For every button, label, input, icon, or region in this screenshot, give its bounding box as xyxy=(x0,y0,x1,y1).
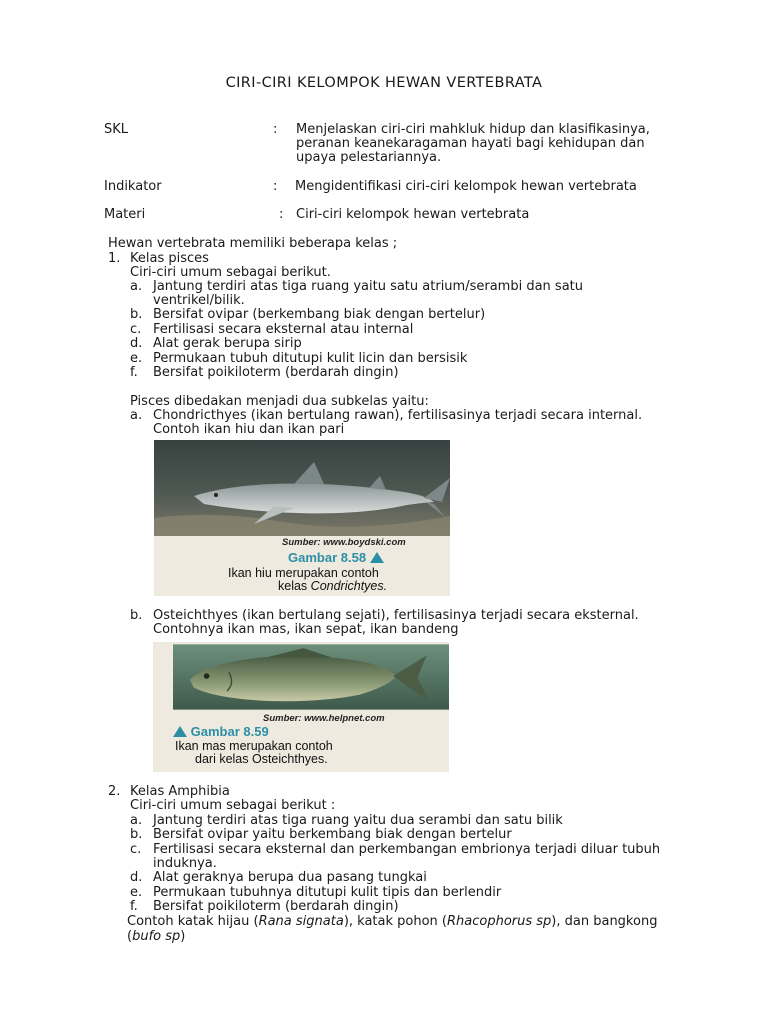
indikator-text: Mengidentifikasi ciri-ciri kelompok hewan vertebrata xyxy=(295,179,637,194)
materi-text: Ciri-ciri kelompok hewan vertebrata xyxy=(296,207,530,222)
subclass-a-text: Contoh ikan hiu dan ikan pari xyxy=(153,422,345,437)
indikator-separator: : xyxy=(273,179,278,194)
shark-caption-italic: Condrichtyes. xyxy=(310,579,388,593)
example-text: Contoh katak hijau ( xyxy=(127,914,259,929)
pisces-item-letter: a. xyxy=(130,279,143,294)
triangle-icon xyxy=(370,552,384,563)
skl-separator: : xyxy=(273,122,278,137)
triangle-icon xyxy=(173,726,187,737)
materi-separator: : xyxy=(279,207,284,222)
shark-photo xyxy=(154,440,450,536)
pisces-item-text: Alat gerak berupa sirip xyxy=(153,336,302,351)
carp-figure xyxy=(153,642,449,772)
amphibia-subtitle: Ciri-ciri umum sebagai berikut : xyxy=(130,798,336,813)
shark-figure-source: Sumber: www.boydski.com xyxy=(282,537,406,548)
shark-figure-label-text: Gambar 8.58 xyxy=(288,550,367,565)
pisces-item-text: Fertilisasi secara eksternal atau internal xyxy=(153,322,414,337)
pisces-item-letter: d. xyxy=(130,336,143,351)
subclass-b-text: Osteichthyes (ikan bertulang sejati), fertilisasinya terjadi secara eksternal. xyxy=(153,608,639,623)
pisces-title: Kelas pisces xyxy=(130,251,209,266)
amphibia-item-text: induknya. xyxy=(153,856,217,871)
amphibia-item-letter: f. xyxy=(130,899,138,914)
shark-figure-label xyxy=(288,550,384,565)
pisces-subtitle: Ciri-ciri umum sebagai berikut. xyxy=(130,265,331,280)
amphibia-item-letter: b. xyxy=(130,827,143,842)
example-text: ), dan bangkong xyxy=(551,914,658,929)
amphibia-example xyxy=(127,915,657,930)
pisces-item-text: Jantung terdiri atas tiga ruang yaitu satu atrium/serambi dan satu xyxy=(153,279,583,294)
carp-figure-caption: Ikan mas merupakan contoh xyxy=(175,739,333,753)
amphibia-item-text: Bersifat poikiloterm (berdarah dingin) xyxy=(153,899,399,914)
example-text: ( xyxy=(127,929,133,944)
species-name: Rana signata xyxy=(258,914,344,929)
subclass-intro: Pisces dibedakan menjadi dua subkelas yaitu: xyxy=(130,394,429,409)
subclass-b-letter: b. xyxy=(130,608,143,623)
shark-figure xyxy=(154,440,450,596)
subclass-b-text: Contohnya ikan mas, ikan sepat, ikan bandeng xyxy=(153,622,459,637)
subclass-a-letter: a. xyxy=(130,408,143,423)
shark-figure-caption: Ikan hiu merupakan contoh xyxy=(228,566,379,580)
pisces-number: 1. xyxy=(108,251,121,266)
subclass-a-text: Chondricthyes (ikan bertulang rawan), fertilisasinya terjadi secara internal. xyxy=(153,408,643,423)
carp-figure-label xyxy=(173,724,269,739)
amphibia-item-text: Jantung terdiri atas tiga ruang yaitu dua serambi dan satu bilik xyxy=(153,813,563,828)
pisces-item-letter: c. xyxy=(130,322,142,337)
species-name: Rhacophorus sp xyxy=(446,914,552,929)
indikator-label: Indikator xyxy=(104,179,162,194)
pisces-item-letter: f. xyxy=(130,365,138,380)
amphibia-title: Kelas Amphibia xyxy=(130,784,230,799)
pisces-item-letter: b. xyxy=(130,307,143,322)
carp-figure-source: Sumber: www.helpnet.com xyxy=(263,713,385,724)
page-title: CIRI-CIRI KELOMPOK HEWAN VERTEBRATA xyxy=(225,75,543,91)
amphibia-item-letter: d. xyxy=(130,870,143,885)
skl-line: Menjelaskan ciri-ciri mahkluk hidup dan klasifikasinya, xyxy=(296,122,650,137)
pisces-item-text: Bersifat poikiloterm (berdarah dingin) xyxy=(153,365,399,380)
example-text: ), katak pohon ( xyxy=(343,914,447,929)
amphibia-item-letter: c. xyxy=(130,842,142,857)
amphibia-item-text: Fertilisasi secara eksternal dan perkembangan embrionya terjadi diluar tubuh xyxy=(153,842,661,857)
species-name: bufo sp xyxy=(132,929,181,944)
amphibia-number: 2. xyxy=(108,784,121,799)
carp-figure-label-text: Gambar 8.59 xyxy=(190,724,269,739)
example-text: ) xyxy=(180,929,186,944)
amphibia-item-text: Alat geraknya berupa dua pasang tungkai xyxy=(153,870,427,885)
materi-label: Materi xyxy=(104,207,146,222)
amphibia-item-letter: a. xyxy=(130,813,143,828)
skl-line: peranan keanekaragaman hayati bagi kehidupan dan xyxy=(296,136,645,151)
pisces-item-text: Bersifat ovipar (berkembang biak dengan bertelur) xyxy=(153,307,486,322)
pisces-item-text: Permukaan tubuh ditutupi kulit licin dan bersisik xyxy=(153,351,468,366)
shark-figure-caption xyxy=(278,580,387,593)
skl-label: SKL xyxy=(104,122,129,137)
amphibia-item-text: Permukaan tubuhnya ditutupi kulit tipis dan berlendir xyxy=(153,885,502,900)
shark-caption-prefix: kelas xyxy=(278,579,308,593)
amphibia-item-letter: e. xyxy=(130,885,143,900)
carp-figure-caption: dari kelas Osteichthyes. xyxy=(195,752,328,766)
skl-line: upaya pelestariannya. xyxy=(296,150,442,165)
pisces-item-letter: e. xyxy=(130,351,143,366)
amphibia-example xyxy=(127,930,185,945)
intro-text: Hewan vertebrata memiliki beberapa kelas ; xyxy=(108,236,398,251)
amphibia-item-text: Bersifat ovipar yaitu berkembang biak dengan bertelur xyxy=(153,827,512,842)
pisces-item-text: ventrikel/bilik. xyxy=(153,293,245,308)
carp-photo xyxy=(173,642,449,712)
